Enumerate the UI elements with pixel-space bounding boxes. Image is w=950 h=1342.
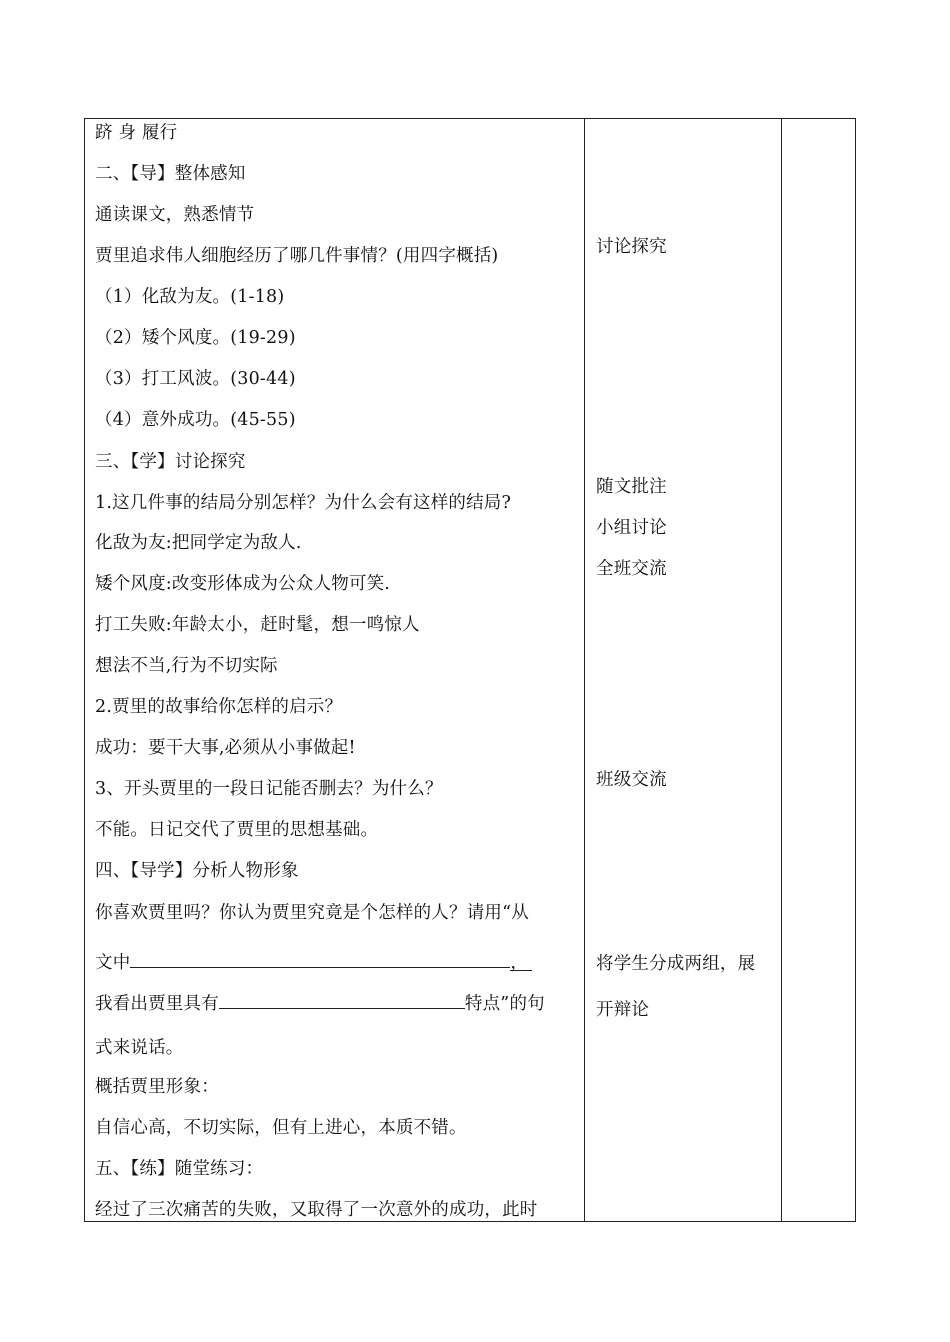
section-heading: 五、【练】随堂练习：	[95, 1159, 264, 1179]
list-item: （3）打工风波。(30-44)	[95, 369, 296, 389]
text-line: 经过了三次痛苦的失败，又取得了一次意外的成功，此时	[95, 1200, 538, 1220]
section-heading: 四、【导学】分析人物形象	[95, 861, 299, 881]
text-line: 想法不当,行为不切实际	[95, 656, 278, 676]
side-note: 全班交流	[596, 559, 667, 579]
text-line: 通读课文，熟悉情节	[95, 205, 255, 225]
text-line: 跻 身 履行	[95, 123, 178, 143]
text-segment: 我看出贾里具有	[95, 994, 219, 1014]
question-line: 3、开头贾里的一段日记能否删去？为什么？	[95, 779, 443, 799]
blank-line	[219, 990, 465, 1009]
section-heading: 三、【学】讨论探究	[95, 452, 246, 472]
section-heading: 二、【导】整体感知	[95, 164, 246, 184]
column-divider	[584, 119, 585, 1221]
text-line: 成功：要干大事,必须从小事做起!	[95, 738, 356, 758]
text-line: 矮个风度:改变形体成为公众人物可笑.	[95, 574, 391, 594]
fill-in-line	[95, 990, 545, 1015]
text-line: 不能。日记交代了贾里的思想基础。	[95, 820, 379, 840]
list-item: （4）意外成功。(45-55)	[95, 410, 296, 430]
text-line: 化敌为友:把同学定为敌人.	[95, 533, 302, 553]
question-line: 你喜欢贾里吗？你认为贾里究竟是个怎样的人？请用“从	[95, 903, 529, 923]
text-line: 打工失败:年龄太小，赶时髦，想一鸣惊人	[95, 615, 420, 635]
fill-in-line	[95, 949, 532, 974]
side-note: 讨论探究	[596, 237, 667, 257]
list-item: （1）化敌为友。(1-18)	[95, 287, 285, 307]
list-item: （2）矮个风度。(19-29)	[95, 328, 296, 348]
column-divider	[781, 119, 782, 1221]
text-segment: ，	[510, 952, 532, 971]
question-line: 1.这几件事的结局分别怎样？为什么会有这样的结局?	[95, 493, 512, 513]
question-line: 贾里追求伟人细胞经历了哪几件事情？(用四字概括)	[95, 246, 499, 266]
side-note: 将学生分成两组，展	[596, 954, 756, 974]
text-segment: 特点”的句	[464, 994, 545, 1014]
blank-line	[130, 949, 510, 968]
question-line: 2.贾里的故事给你怎样的启示？	[95, 697, 343, 717]
text-line: 式来说话。	[95, 1038, 184, 1058]
text-segment: 文中	[95, 953, 131, 973]
side-note: 小组讨论	[596, 518, 667, 538]
side-note: 开辩论	[596, 1000, 650, 1020]
side-note: 班级交流	[596, 770, 667, 790]
text-line: 概括贾里形象：	[95, 1077, 219, 1097]
text-line: 自信心高，不切实际，但有上进心，本质不错。	[95, 1118, 467, 1138]
side-note: 随文批注	[596, 477, 667, 497]
